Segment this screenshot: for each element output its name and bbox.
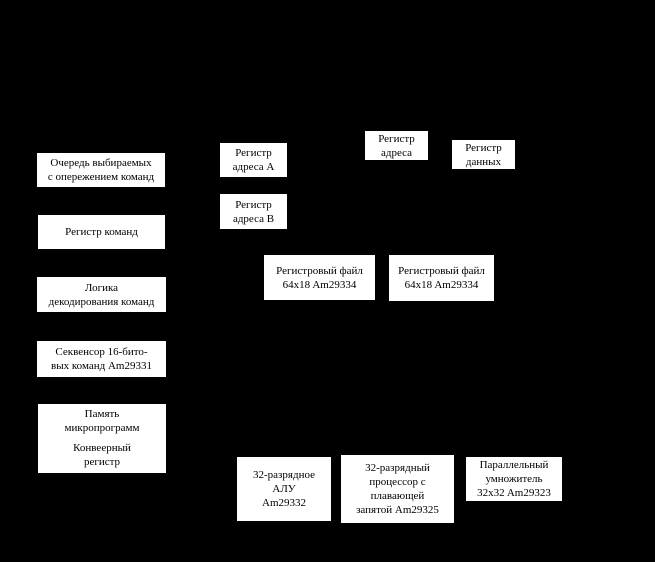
box-line: декодирования команд — [48, 295, 155, 308]
box-line: адреса — [380, 146, 413, 159]
box-line: 32-разрядный — [365, 462, 430, 474]
box-line: 64x18 Am29334 — [282, 278, 357, 291]
box-line: умножитель — [485, 473, 543, 485]
box-line: 32x32 Am29323 — [477, 487, 551, 499]
box-line: Регистровый файл — [276, 264, 363, 277]
box-microprogram-memory — [38, 404, 166, 437]
box-line: Параллельный — [479, 459, 549, 471]
box-line: микропрограмм — [64, 421, 140, 434]
box-floating-point-processor — [341, 455, 454, 523]
box-address-register-a — [220, 143, 287, 177]
box-decode-logic — [37, 277, 166, 312]
box-line: АЛУ — [272, 483, 296, 495]
box-line: Регистр — [465, 141, 502, 154]
box-pipeline-register — [38, 437, 166, 473]
box-alu — [237, 457, 331, 521]
box-line: Регистровый файл — [398, 265, 485, 277]
box-line: Память — [84, 407, 120, 420]
box-line: адреса A — [232, 161, 275, 173]
box-register-file-2 — [389, 255, 494, 301]
box-line: Регистр — [378, 132, 415, 145]
box-line: Секвенсор 16-бито- — [55, 346, 148, 358]
box-line: 64x18 Am29334 — [404, 279, 479, 291]
box-line: вых команд Am29331 — [51, 360, 152, 372]
box-line: Am29332 — [262, 497, 306, 509]
box-line: процессор с — [369, 476, 426, 488]
box-address-register-b — [220, 194, 287, 229]
box-line: Регистр — [235, 198, 272, 211]
box-line: 32-разрядное — [253, 469, 315, 481]
box-line: Регистр — [235, 147, 272, 159]
box-instruction-register — [38, 215, 165, 249]
box-line: адреса B — [232, 212, 275, 225]
box-line: плавающей — [370, 490, 425, 502]
box-data-register — [452, 140, 515, 169]
box-line: Конвеерный — [73, 442, 131, 454]
box-line: Логика — [84, 281, 119, 294]
box-line: с опережением команд — [47, 171, 155, 183]
box-prefetch-queue — [37, 153, 165, 187]
box-line: данных — [465, 155, 502, 168]
box-line: запятой Am29325 — [356, 504, 439, 516]
box-line: Очередь выбираемых — [50, 157, 152, 169]
box-sequencer — [37, 341, 166, 377]
box-line: регистр — [83, 456, 121, 468]
box-address-register — [365, 131, 428, 160]
box-line: Регистр команд — [65, 226, 138, 238]
box-parallel-multiplier — [466, 457, 562, 501]
box-register-file-1 — [264, 255, 375, 300]
